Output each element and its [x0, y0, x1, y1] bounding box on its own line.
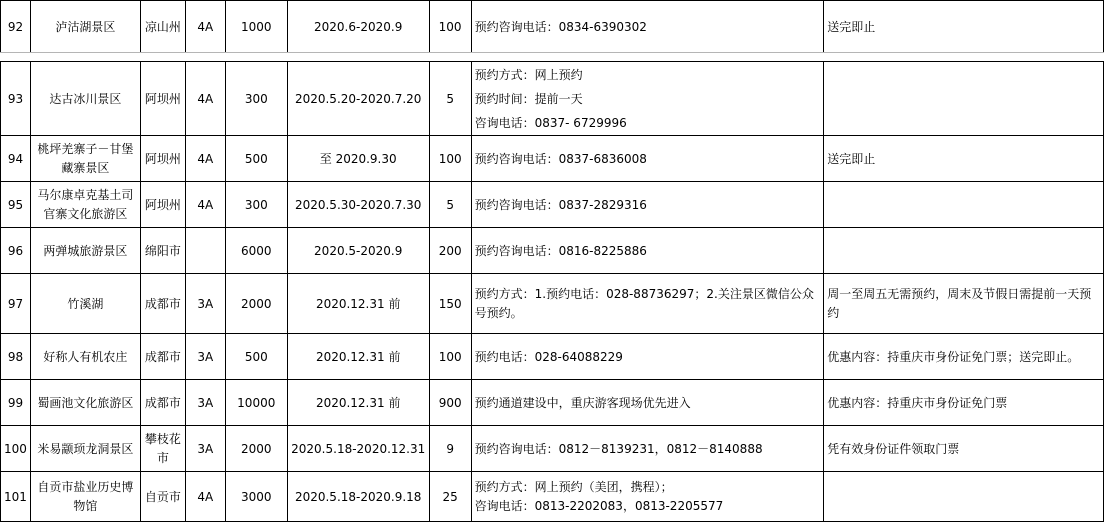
region: 自贡市	[140, 472, 185, 522]
region: 成都市	[140, 274, 185, 334]
region: 阿坝州	[140, 62, 185, 136]
region: 成都市	[140, 380, 185, 426]
row-number: 97	[1, 274, 31, 334]
booking-line: 预约电话：028-64088229	[474, 349, 623, 364]
booking-info	[471, 228, 824, 274]
grade-level: 4A	[185, 1, 225, 53]
scenic-spot-table-top	[0, 0, 1104, 53]
row-number: 94	[1, 136, 31, 182]
booking-info	[471, 1, 824, 53]
booking-info	[471, 136, 824, 182]
region: 攀枝花市	[140, 426, 185, 472]
booking-line: 预约方式：网上预约	[474, 67, 583, 82]
ticket-quota: 500	[225, 136, 287, 182]
grade-level: 3A	[185, 274, 225, 334]
scenic-spot-name: 两弹城旅游景区	[30, 228, 140, 274]
ticket-quota: 300	[225, 182, 287, 228]
scenic-spot-name: 米易颛顼龙洞景区	[30, 426, 140, 472]
table-row	[1, 334, 1104, 380]
row-number: 92	[1, 1, 31, 53]
grade-level: 3A	[185, 334, 225, 380]
table-row	[1, 62, 1104, 136]
booking-line: 预约咨询电话：0834-6390302	[474, 19, 647, 34]
booking-line: 预约咨询电话：0837-6836008	[474, 151, 647, 166]
note: 送完即止	[824, 136, 1104, 182]
discount-count: 100	[429, 1, 471, 53]
table-row	[1, 380, 1104, 426]
discount-count: 200	[429, 228, 471, 274]
grade-level: 4A	[185, 182, 225, 228]
scenic-spot-name: 自贡市盐业历史博物馆	[30, 472, 140, 522]
ticket-quota: 10000	[225, 380, 287, 426]
row-number: 100	[1, 426, 31, 472]
booking-line: 预约方式：1.预约电话：028-88736297；2.关注景区微信公众号预约。	[474, 286, 814, 320]
discount-count: 5	[429, 62, 471, 136]
ticket-quota: 500	[225, 334, 287, 380]
note: 优惠内容：持重庆市身份证免门票	[824, 380, 1104, 426]
row-number: 99	[1, 380, 31, 426]
ticket-quota: 1000	[225, 1, 287, 53]
note	[824, 472, 1104, 522]
valid-period: 至 2020.9.30	[287, 136, 429, 182]
row-number: 98	[1, 334, 31, 380]
valid-period: 2020.5.20-2020.7.20	[287, 62, 429, 136]
scenic-spot-name: 达古冰川景区	[30, 62, 140, 136]
row-number: 101	[1, 472, 31, 522]
ticket-quota: 6000	[225, 228, 287, 274]
discount-count: 25	[429, 472, 471, 522]
booking-info	[471, 182, 824, 228]
row-number: 96	[1, 228, 31, 274]
valid-period: 2020.12.31 前	[287, 334, 429, 380]
booking-info	[471, 62, 824, 136]
booking-line: 咨询电话：0837- 6729996	[474, 115, 627, 130]
grade-level: 3A	[185, 426, 225, 472]
row-number: 93	[1, 62, 31, 136]
scenic-spot-name: 泸沽湖景区	[30, 1, 140, 53]
booking-line: 预约通道建设中，重庆游客现场优先进入	[474, 395, 691, 410]
booking-line: 咨询电话：0813-2202083，0813-2205577	[474, 498, 724, 513]
valid-period: 2020.12.31 前	[287, 380, 429, 426]
note: 周一至周五无需预约，周末及节假日需提前一天预约	[824, 274, 1104, 334]
table-row	[1, 182, 1104, 228]
grade-level	[185, 228, 225, 274]
booking-line: 预约时间：提前一天	[474, 91, 583, 106]
booking-line: 预约咨询电话：0816-8225886	[474, 243, 647, 258]
note	[824, 182, 1104, 228]
note: 优惠内容：持重庆市身份证免门票；送完即止。	[824, 334, 1104, 380]
table-row	[1, 472, 1104, 522]
region: 绵阳市	[140, 228, 185, 274]
booking-line: 预约咨询电话：0812－8139231，0812－8140888	[474, 441, 763, 456]
grade-level: 4A	[185, 136, 225, 182]
valid-period: 2020.5.18-2020.12.31	[287, 426, 429, 472]
booking-info	[471, 472, 824, 522]
ticket-quota: 2000	[225, 426, 287, 472]
region: 成都市	[140, 334, 185, 380]
table-row	[1, 228, 1104, 274]
ticket-quota: 300	[225, 62, 287, 136]
scenic-spot-table	[0, 61, 1104, 522]
ticket-quota: 3000	[225, 472, 287, 522]
grade-level: 3A	[185, 380, 225, 426]
discount-count: 900	[429, 380, 471, 426]
discount-count: 150	[429, 274, 471, 334]
booking-line: 预约方式：网上预约（美团，携程）；	[474, 479, 673, 494]
grade-level: 4A	[185, 62, 225, 136]
table-row	[1, 1, 1104, 53]
valid-period: 2020.5-2020.9	[287, 228, 429, 274]
scenic-spot-name: 蜀画池文化旅游区	[30, 380, 140, 426]
booking-info	[471, 426, 824, 472]
booking-info	[471, 380, 824, 426]
table-row	[1, 136, 1104, 182]
region: 阿坝州	[140, 182, 185, 228]
valid-period: 2020.5.18-2020.9.18	[287, 472, 429, 522]
note: 送完即止	[824, 1, 1104, 53]
valid-period: 2020.5.30-2020.7.30	[287, 182, 429, 228]
booking-line: 预约咨询电话：0837-2829316	[474, 197, 647, 212]
booking-info	[471, 334, 824, 380]
row-number: 95	[1, 182, 31, 228]
table-row	[1, 274, 1104, 334]
discount-count: 5	[429, 182, 471, 228]
ticket-quota: 2000	[225, 274, 287, 334]
region: 阿坝州	[140, 136, 185, 182]
note	[824, 62, 1104, 136]
table-row	[1, 426, 1104, 472]
grade-level: 4A	[185, 472, 225, 522]
scenic-spot-name: 马尔康卓克基土司官寨文化旅游区	[30, 182, 140, 228]
region: 凉山州	[140, 1, 185, 53]
scenic-spot-name: 竹溪湖	[30, 274, 140, 334]
valid-period: 2020.12.31 前	[287, 274, 429, 334]
booking-info	[471, 274, 824, 334]
scenic-spot-name: 桃坪羌寨子－甘堡藏寨景区	[30, 136, 140, 182]
discount-count: 100	[429, 136, 471, 182]
note: 凭有效身份证件领取门票	[824, 426, 1104, 472]
discount-count: 9	[429, 426, 471, 472]
scenic-spot-name: 好称人有机农庄	[30, 334, 140, 380]
valid-period: 2020.6-2020.9	[287, 1, 429, 53]
discount-count: 100	[429, 334, 471, 380]
note	[824, 228, 1104, 274]
